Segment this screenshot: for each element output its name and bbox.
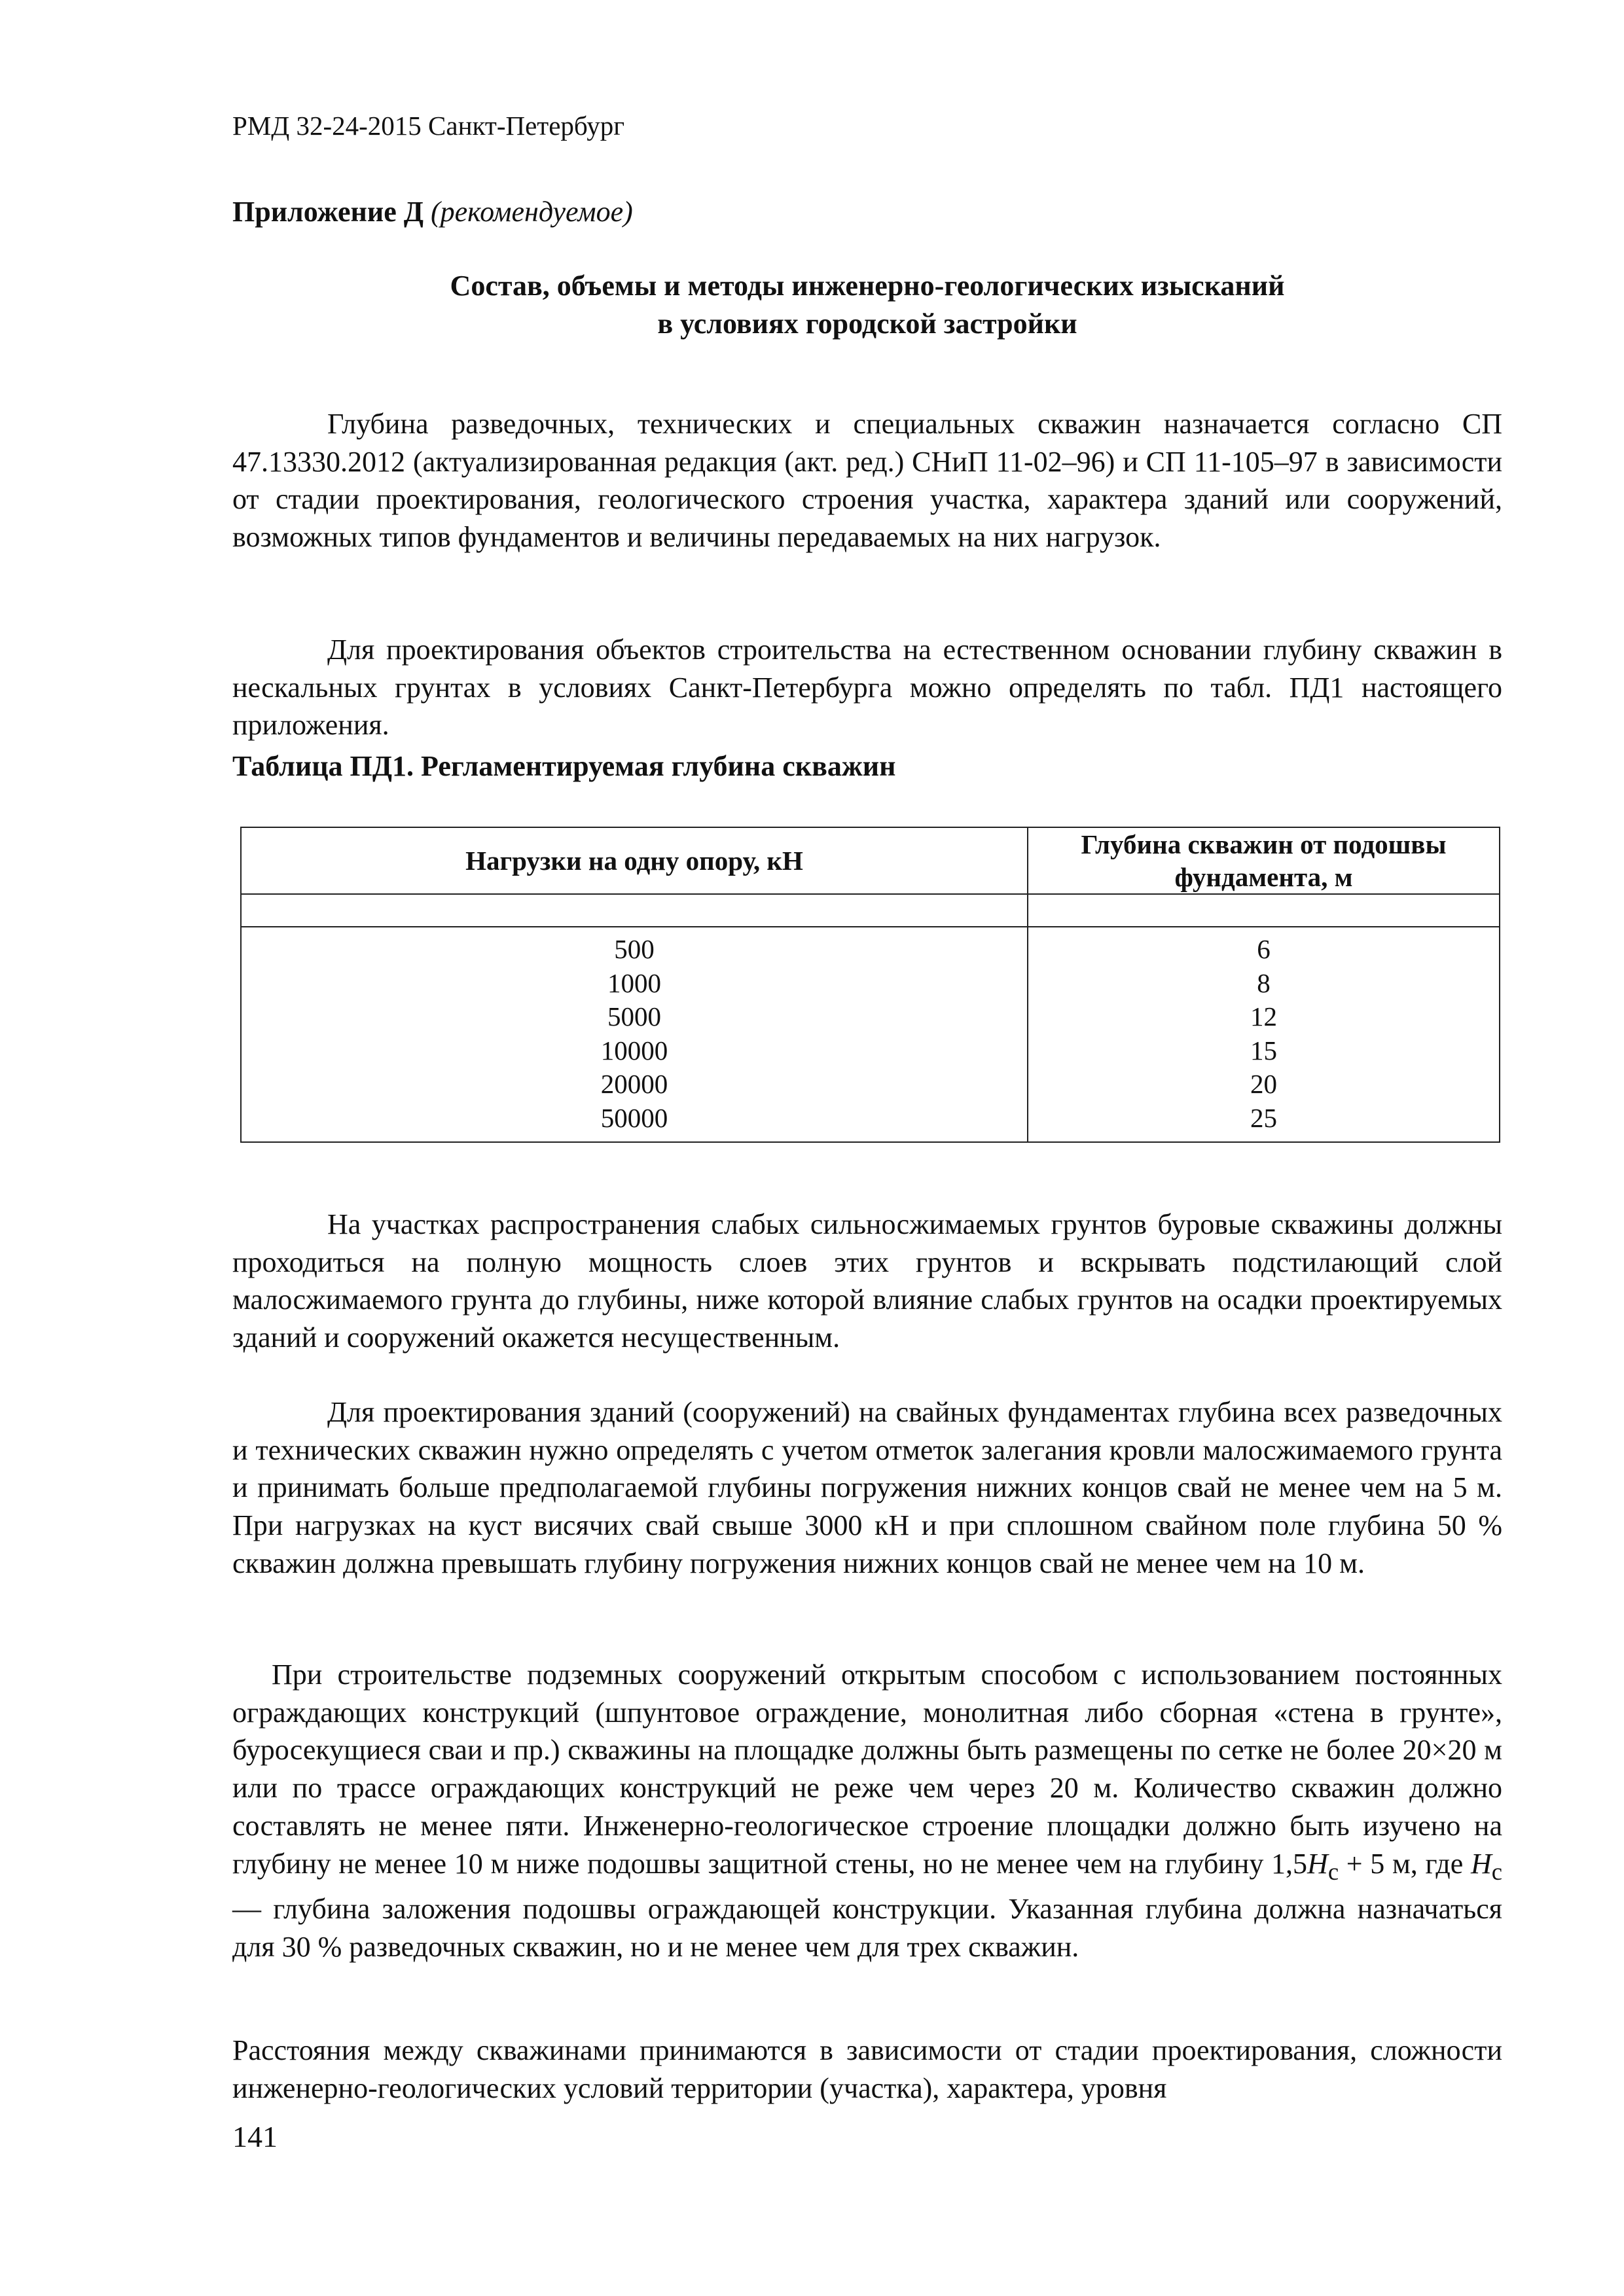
appendix-note: (рекомендуемое) [431, 196, 633, 228]
section-title [232, 267, 1502, 343]
table-header-row [241, 827, 1500, 894]
load-value: 5000 [607, 1001, 661, 1031]
symbol-h: H [1470, 1847, 1492, 1880]
empty-cell [241, 894, 1028, 927]
load-value: 20000 [600, 1069, 668, 1099]
table-caption: Таблица ПД1. Регламентируемая глубина скважин [232, 750, 896, 782]
table-body-row [241, 927, 1500, 1142]
load-value: 500 [614, 934, 655, 964]
depths-cell [1028, 927, 1500, 1142]
depth-value: 12 [1250, 1001, 1277, 1031]
paragraph-5-text-c: — глубина заложения подошвы ограждающей конструкции. Указанная глубина должна назначаться для 30 % разведочных скважин, но и не менее чем для трех скважин. [232, 1893, 1502, 1963]
header-depth: Глубина скважин от подошвы фундамента, м [1028, 827, 1500, 894]
section-title-line-2: в условиях городской застройки [657, 308, 1077, 340]
load-value: 1000 [607, 967, 661, 998]
running-header: РМД 32-24-2015 Санкт-Петербург [232, 111, 625, 141]
subscript-c: с [1491, 1857, 1502, 1885]
symbol-h: H [1307, 1847, 1328, 1880]
loads-cell [241, 927, 1028, 1142]
paragraph-6: Расстояния между скважинами принимаются в зависимости от стадии проектирования, сложности инженерно-геологических условий территории (участка), характера, уровня [232, 2034, 1502, 2104]
paragraph-5 [232, 1656, 1502, 1965]
paragraph-2: Для проектирования объектов строительства на естественном основании глубину скважин в нескальных грунтах в условиях Санкт-Петербурга можно определять по табл. ПД1 настоящего приложения. [232, 634, 1502, 742]
subscript-c: с [1327, 1857, 1339, 1885]
empty-cell [1028, 894, 1500, 927]
load-value: 10000 [600, 1035, 668, 1066]
paragraph-3: На участках распространения слабых сильносжимаемых грунтов буровые скважины должны проходиться на полную мощность слоев этих грунтов и вскрывать подстилающий слой малосжимаемого грунта до глубины, ниже которой влияние слабых грунтов на осадки проектируемых зданий и сооружений окажется несущественным. [232, 1208, 1502, 1354]
appendix-label: Приложение Д [232, 196, 424, 228]
header-loads: Нагрузки на одну опору, кН [241, 827, 1028, 894]
depth-value: 6 [1257, 934, 1271, 964]
paragraph-5-text-a: При строительстве подземных сооружений открытым способом с использованием постоянных ограждающих конструкций (шпунтовое ограждение, монолитная либо сборная «стена в грунте», буросекущиеся сваи и пр.) скважины на площадке должны быть размещены по сетке не более 20×20 м или по трассе ограждающих конструкций не реже чем через 20 м. Количество скважин должно составлять не менее пяти. Инженерно-геологическое строение площадки должно быть изучено на глубину не менее 10 м ниже подошвы защитной стены, но не менее чем на глубину 1,5 [232, 1659, 1502, 1880]
table-empty-row [241, 894, 1500, 927]
page-number: 141 [232, 2120, 278, 2153]
appendix-heading [232, 195, 633, 228]
document-page [232, 0, 1502, 2296]
section-title-line-1: Состав, объемы и методы инженерно-геологических изысканий [450, 270, 1285, 302]
depth-value: 15 [1250, 1035, 1277, 1066]
depth-table [240, 827, 1500, 1143]
depth-value: 25 [1250, 1102, 1277, 1133]
paragraph-4: Для проектирования зданий (сооружений) на свайных фундаментах глубина всех разведочных и технических скважин нужно определять с учетом отметок залегания кровли малосжимаемого грунта и принимать больше предполагаемой глубины погружения нижних концов свай не менее чем на 5 м. При нагрузках на куст висячих свай свыше 3000 кН и при сплошном свайном поле глубина 50 % скважин должна превышать глубину погружения нижних концов свай не менее чем на 10 м. [232, 1396, 1502, 1579]
paragraph-1: Глубина разведочных, технических и специальных скважин назначается согласно СП 47.13330.2012 (актуализированная редакция (акт. ред.) СНиП 11-02–96) и СП 11-105–97 в зависимости от стадии проектирования, геологического строения участка, характера зданий или сооружений, возможных типов фундаментов и величины передаваемых на них нагрузок. [232, 408, 1502, 554]
depth-value: 20 [1250, 1069, 1277, 1099]
paragraph-5-text-b: + 5 м, где [1339, 1847, 1471, 1880]
depth-value: 8 [1257, 967, 1271, 998]
load-value: 50000 [600, 1102, 668, 1133]
